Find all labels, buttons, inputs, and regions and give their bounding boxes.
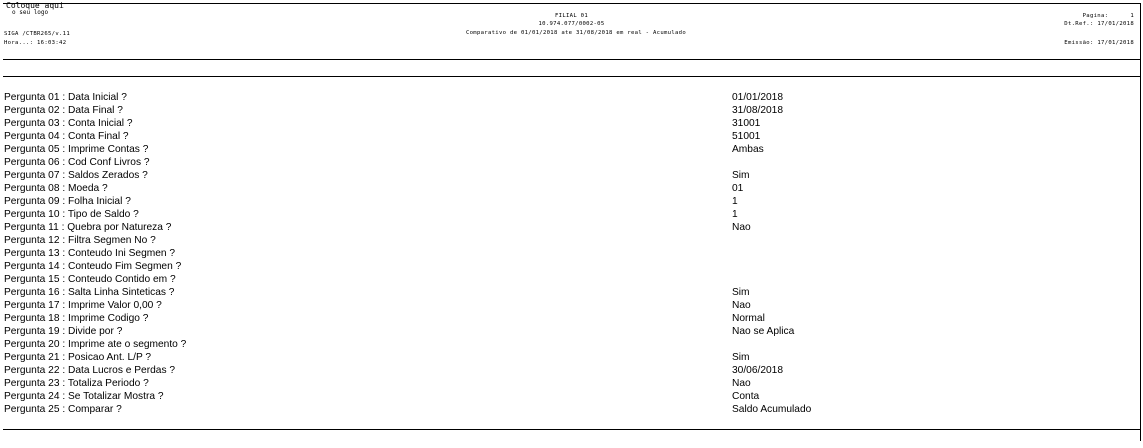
parameter-question: Pergunta 14 : Conteudo Fim Segmen ? [4,261,182,272]
parameter-question: Pergunta 10 : Tipo de Saldo ? [4,209,139,220]
parameter-question: Pergunta 17 : Imprime Valor 0,00 ? [4,300,162,311]
parameter-row [4,130,1134,143]
parameter-value: 1 [732,209,738,220]
top-rule [3,3,1140,4]
parameter-question: Pergunta 12 : Filtra Segmen No ? [4,235,156,246]
parameter-row [4,338,1134,351]
program-id: SIGA /CTBR265/v.11 [4,31,71,37]
parameter-row [4,364,1134,377]
parameter-row [4,234,1134,247]
logo-line-2: o seu logo [12,9,49,16]
header-rule-2 [3,76,1140,77]
hora [4,40,66,47]
parameter-question: Pergunta 04 : Conta Final ? [4,131,129,142]
parameter-row [4,390,1134,403]
emissao-value: 17/01/2018 [1097,40,1134,46]
parameter-question: Pergunta 20 : Imprime ate o segmento ? [4,339,187,350]
parameter-row [4,182,1134,195]
parameter-question: Pergunta 25 : Comparar ? [4,404,122,415]
dt-ref [1064,21,1134,28]
emissao [1064,40,1134,47]
parameter-row [4,143,1134,156]
parameter-row [4,195,1134,208]
parameter-value: 31001 [732,118,761,129]
dtref-value: 17/01/2018 [1097,21,1134,27]
parameter-row [4,351,1134,364]
parameter-question: Pergunta 11 : Quebra por Natureza ? [4,222,172,233]
parameter-question: Pergunta 15 : Conteudo Contido em ? [4,274,176,285]
parameter-row [4,312,1134,325]
parameter-question: Pergunta 05 : Imprime Contas ? [4,144,149,155]
header-rule-1 [3,59,1140,60]
parameter-value: Ambas [732,144,764,155]
hora-label: Hora...: [4,40,34,46]
parameter-value: 1 [732,196,738,207]
report-title: Comparativo de 01/01/2018 ate 31/08/2018 em real - Acumulado [465,30,687,36]
parameter-list [4,91,1134,416]
parameter-question: Pergunta 21 : Posicao Ant. L/P ? [4,352,152,363]
parameter-question: Pergunta 09 : Folha Inicial ? [4,196,131,207]
parameter-value: Nao [732,300,751,311]
parameter-question: Pergunta 16 : Salta Linha Sinteticas ? [4,287,175,298]
parameter-value: 01 [732,183,744,194]
parameter-value: Nao [732,222,751,233]
parameter-question: Pergunta 01 : Data Inicial ? [4,92,127,103]
parameter-value: 01/01/2018 [732,92,783,103]
parameter-question: Pergunta 03 : Conta Inicial ? [4,118,133,129]
parameter-question: Pergunta 24 : Se Totalizar Mostra ? [4,391,164,402]
parameter-question: Pergunta 22 : Data Lucros e Perdas ? [4,365,176,376]
dtref-label: Dt.Ref.: [1064,21,1094,27]
parameter-row [4,208,1134,221]
parameter-row [4,117,1134,130]
parameter-value: Saldo Acumulado [732,404,812,415]
bottom-rule [3,429,1140,430]
parameter-question: Pergunta 08 : Moeda ? [4,183,108,194]
parameter-row [4,260,1134,273]
cnpj: 10.974.077/0002-05 [538,21,605,27]
parameter-value: Conta [732,391,760,402]
parameter-value: Nao se Aplica [732,326,795,337]
hora-value: 16:03:42 [37,40,67,46]
parameter-question: Pergunta 02 : Data Final ? [4,105,123,116]
parameter-row [4,169,1134,182]
parameter-question: Pergunta 13 : Conteudo Ini Segmen ? [4,248,176,259]
parameter-question: Pergunta 07 : Saldos Zerados ? [4,170,148,181]
parameter-question: Pergunta 06 : Cod Conf Livros ? [4,157,150,168]
parameter-question: Pergunta 18 : Imprime Codigo ? [4,313,149,324]
parameter-value: Normal [732,313,765,324]
parameter-value: Sim [732,352,750,363]
parameter-row [4,325,1134,338]
logo-line-1: Coloque aqui [6,1,64,10]
parameter-row [4,104,1134,117]
parameter-value: Nao [732,378,751,389]
pagina-label: Pagina: [1082,13,1109,19]
parameter-row [4,247,1134,260]
parameter-value: 51001 [732,131,761,142]
parameter-row [4,91,1134,104]
parameter-question: Pergunta 19 : Divide por ? [4,326,123,337]
parameter-row [4,221,1134,234]
pagina [1083,13,1134,20]
parameter-row [4,299,1134,312]
parameter-row [4,403,1134,416]
parameter-question: Pergunta 23 : Totaliza Periodo ? [4,378,149,389]
parameter-row [4,286,1134,299]
parameter-value: Sim [732,287,750,298]
right-border [1140,3,1141,441]
parameter-value: Sim [732,170,750,181]
parameter-value: 31/08/2018 [732,105,783,116]
parameter-row [4,377,1134,390]
parameter-row [4,156,1134,169]
filial: FILIAL 01 [554,13,588,19]
emissao-label: Emissão: [1064,40,1094,46]
parameter-value: 30/06/2018 [732,365,783,376]
pagina-value: 1 [1130,13,1134,19]
parameter-row [4,273,1134,286]
